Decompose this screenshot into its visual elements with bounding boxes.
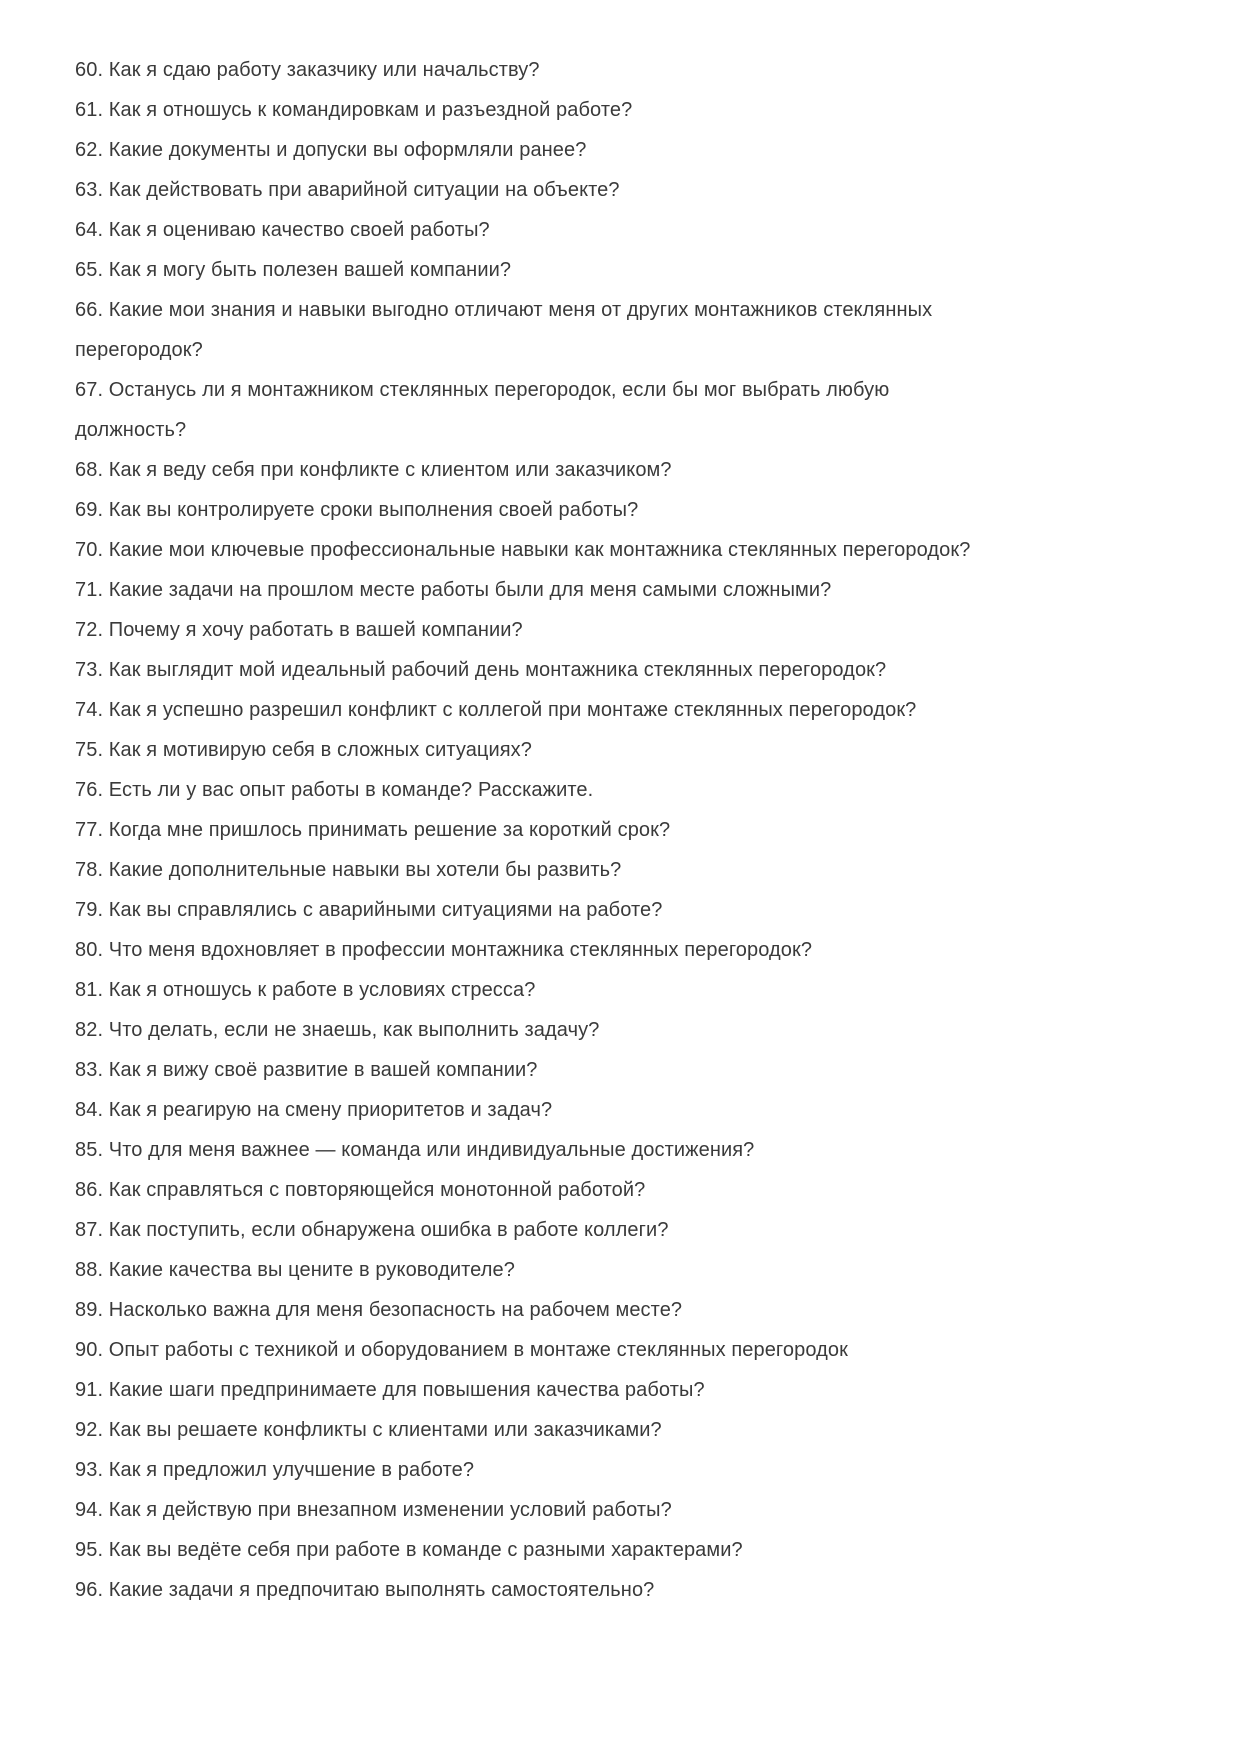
question-item: 70. Какие мои ключевые профессиональные навыки как монтажника стеклянных перегородок? — [75, 539, 971, 561]
question-item: 62. Какие документы и допуски вы оформляли ранее? — [75, 139, 587, 161]
question-item: 79. Как вы справлялись с аварийными ситуациями на работе? — [75, 899, 663, 921]
question-item: 75. Как я мотивирую себя в сложных ситуациях? — [75, 739, 533, 761]
question-item: 93. Как я предложил улучшение в работе? — [75, 1459, 475, 1481]
question-item: 73. Как выглядит мой идеальный рабочий день монтажника стеклянных перегородок? — [75, 659, 887, 681]
question-item: 80. Что меня вдохновляет в профессии монтажника стеклянных перегородок? — [75, 939, 813, 961]
question-item: 63. Как действовать при аварийной ситуации на объекте? — [75, 179, 620, 201]
question-item: 95. Как вы ведёте себя при работе в команде с разными характерами? — [75, 1539, 743, 1561]
question-item: 78. Какие дополнительные навыки вы хотели бы развить? — [75, 859, 622, 881]
question-item: 77. Когда мне пришлось принимать решение за короткий срок? — [75, 819, 671, 841]
question-list — [75, 50, 995, 1610]
question-item: 89. Насколько важна для меня безопасность на рабочем месте? — [75, 1299, 683, 1321]
question-item: 84. Как я реагирую на смену приоритетов и задач? — [75, 1099, 553, 1121]
question-item: 85. Что для меня важнее — команда или индивидуальные достижения? — [75, 1139, 755, 1161]
question-item: 67. Останусь ли я монтажником стеклянных перегородок, если бы мог выбрать любую должность? — [75, 379, 890, 441]
question-item: 61. Как я отношусь к командировкам и разъездной работе? — [75, 99, 633, 121]
question-item: 65. Как я могу быть полезен вашей компании? — [75, 259, 512, 281]
question-item: 74. Как я успешно разрешил конфликт с коллегой при монтаже стеклянных перегородок? — [75, 699, 917, 721]
question-item: 64. Как я оцениваю качество своей работы? — [75, 219, 490, 241]
question-item: 76. Есть ли у вас опыт работы в команде? Расскажите. — [75, 779, 594, 801]
question-item: 71. Какие задачи на прошлом месте работы были для меня самыми сложными? — [75, 579, 832, 601]
question-item: 83. Как я вижу своё развитие в вашей компании? — [75, 1059, 538, 1081]
question-item: 60. Как я сдаю работу заказчику или начальству? — [75, 59, 540, 81]
question-item: 96. Какие задачи я предпочитаю выполнять самостоятельно? — [75, 1579, 655, 1601]
question-item: 90. Опыт работы с техникой и оборудованием в монтаже стеклянных перегородок — [75, 1339, 848, 1361]
question-item: 82. Что делать, если не знаешь, как выполнить задачу? — [75, 1019, 600, 1041]
question-item: 72. Почему я хочу работать в вашей компании? — [75, 619, 523, 641]
question-item: 87. Как поступить, если обнаружена ошибка в работе коллеги? — [75, 1219, 669, 1241]
question-item: 69. Как вы контролируете сроки выполнения своей работы? — [75, 499, 639, 521]
question-item: 86. Как справляться с повторяющейся монотонной работой? — [75, 1179, 646, 1201]
question-item: 91. Какие шаги предпринимаете для повышения качества работы? — [75, 1379, 705, 1401]
question-item: 81. Как я отношусь к работе в условиях стресса? — [75, 979, 536, 1001]
question-item: 88. Какие качества вы цените в руководителе? — [75, 1259, 515, 1281]
question-item: 66. Какие мои знания и навыки выгодно отличают меня от других монтажников стеклянных перегородок? — [75, 299, 933, 361]
question-item: 92. Как вы решаете конфликты с клиентами или заказчиками? — [75, 1419, 662, 1441]
question-item: 68. Как я веду себя при конфликте с клиентом или заказчиком? — [75, 459, 672, 481]
question-item: 94. Как я действую при внезапном изменении условий работы? — [75, 1499, 672, 1521]
